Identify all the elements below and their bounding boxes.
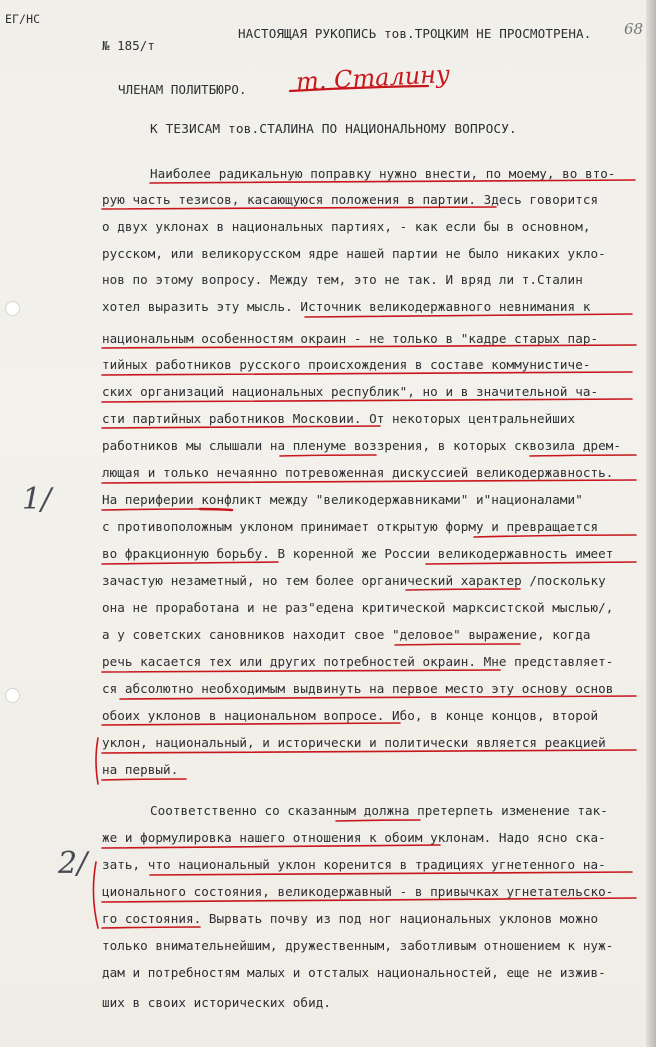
body-line: только внимательнейшим, дружественным, заботливым отношением к нуж- — [102, 938, 614, 953]
body-line: ся абсолютно необходимым выдвинуть на первое место эту основу основ — [102, 681, 614, 696]
addressee: ЧЛЕНАМ ПОЛИТБЮРО. — [118, 82, 247, 97]
margin-mark-2: 2/ — [58, 846, 88, 881]
body-line: она не проработана и не раз"едена критической марксистской мыслью/, — [102, 600, 614, 615]
body-line: хотел выразить эту мысль. Источник великодержавного невнимания к — [102, 299, 591, 314]
body-line: На периферии конфликт между "великодержавниками" и"националами" — [102, 492, 583, 507]
margin-mark-1: 1/ — [22, 482, 52, 517]
body-line: рую часть тезисов, касающуюся положения в партии. Здесь говорится — [102, 192, 599, 207]
body-line: лющая и только нечаянно потревоженная дискуссией великодержавность. — [102, 465, 614, 480]
body-line: Наиболее радикальную поправку нужно внести, по моему, во вто- — [150, 166, 616, 181]
binder-hole-bottom — [5, 688, 20, 703]
binder-hole-top — [5, 301, 20, 316]
body-line: го состояния. Вырвать почву из под ног национальных уклонов можно — [102, 911, 599, 926]
body-line: речь касается тех или других потребностей окраин. Мне представляет- — [102, 654, 614, 669]
body-line: обоих уклонов в национальном вопросе. Ибо, в конце концов, второй — [102, 708, 599, 723]
handwritten-addressee: т. Сталину — [295, 59, 451, 97]
body-line: уклон, национальный, и исторически и политически является реакцией — [102, 735, 606, 750]
document-number: № 185/т — [102, 38, 155, 53]
body-line: же и формулировка нашего отношения к обоим уклонам. Надо ясно ска- — [102, 830, 606, 845]
body-line: о двух уклонах в национальных партиях, - как если бы в основном, — [102, 219, 591, 234]
body-line: а у советских сановников находит свое "деловое" выражение, когда — [102, 627, 591, 642]
header-notice: НАСТОЯЩАЯ РУКОПИСЬ тов.ТРОЦКИМ НЕ ПРОСМОТРЕНА. — [238, 26, 592, 41]
body-line: во фракционную борьбу. В коренной же России великодержавность имеет — [102, 546, 614, 561]
body-line: тийных работников русского происхождения в составе коммунистиче- — [102, 357, 591, 372]
body-line: Соответственно со сказанным должна претерпеть изменение так- — [150, 803, 608, 818]
body-line: с противоположным уклоном принимает открытую форму и превращается — [102, 519, 599, 534]
body-line: ских организаций национальных республик", но и в значительной ча- — [102, 384, 599, 399]
body-line: ционального состояния, великодержавный - в привычках угнетательско- — [102, 884, 614, 899]
body-line: нов по этому вопросу. Между тем, это не так. И вряд ли т.Сталин — [102, 272, 583, 287]
body-line: национальным особенностям окраин - не только в "кадре старых пар- — [102, 331, 599, 346]
body-line: зать, что национальный уклон коренится в традициях угнетенного на- — [102, 857, 606, 872]
document-title: К ТЕЗИСАМ тов.СТАЛИНА ПО НАЦИОНАЛЬНОМУ ВОПРОСУ. — [150, 122, 517, 137]
body-line: русском, или великорусском ядре нашей партии не было никаких укло- — [102, 246, 606, 261]
archive-code: ЕГ/НС — [5, 12, 41, 26]
body-line: дам и потребностям малых и отсталых национальностей, еще не изжив- — [102, 965, 606, 980]
body-line: ших в своих исторических обид. — [102, 995, 331, 1010]
body-line: зачастую незаметный, но тем более органический характер /поскольку — [102, 573, 606, 588]
body-line: работников мы слышали на пленуме воззрения, в которых сквозила дрем- — [102, 438, 621, 453]
body-line: сти партийных работников Московии. От некоторых центральнейших — [102, 411, 576, 426]
page-number: 68 — [624, 20, 644, 38]
body-line: на первый. — [102, 762, 179, 777]
